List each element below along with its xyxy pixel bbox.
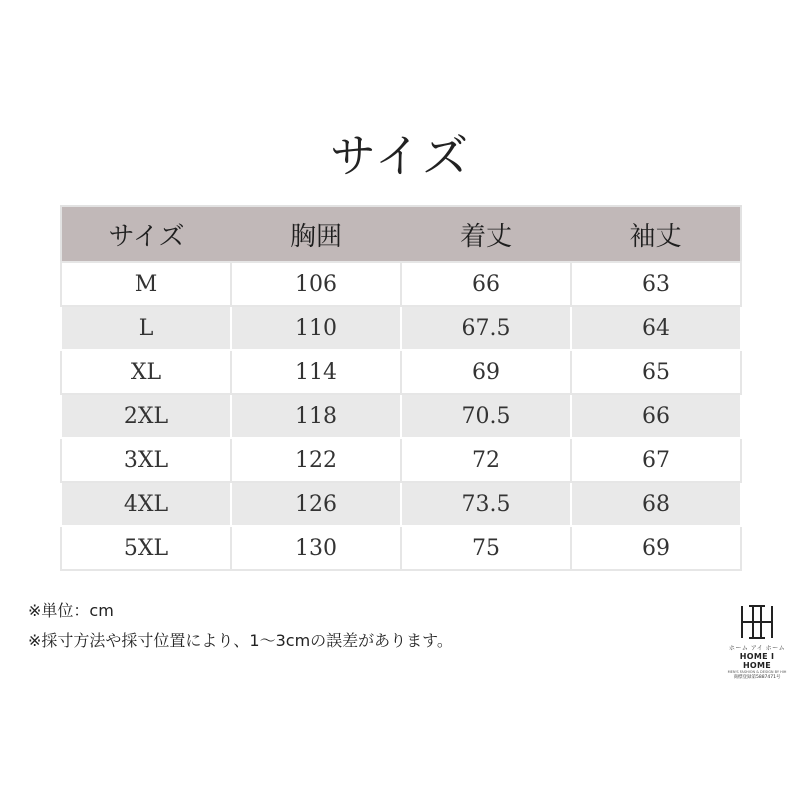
cell-size: 2XL bbox=[61, 394, 231, 438]
cell-sleeve: 63 bbox=[571, 262, 741, 306]
table-row bbox=[61, 262, 741, 306]
cell-size: M bbox=[61, 262, 231, 306]
cell-chest: 110 bbox=[231, 306, 401, 350]
hih-monogram-icon bbox=[737, 602, 777, 642]
unit-note: ※単位：cm bbox=[28, 601, 114, 620]
header-length: 着丈 bbox=[401, 206, 571, 262]
cell-sleeve: 65 bbox=[571, 350, 741, 394]
cell-length: 69 bbox=[401, 350, 571, 394]
logo-registration: 商標登録第5887471号 bbox=[733, 675, 781, 680]
cell-length: 70.5 bbox=[401, 394, 571, 438]
logo-kana: ホーム アイ ホーム bbox=[728, 645, 786, 652]
page-title: サイズ bbox=[329, 129, 471, 183]
cell-size: L bbox=[61, 306, 231, 350]
cell-chest: 122 bbox=[231, 438, 401, 482]
cell-chest: 130 bbox=[231, 526, 401, 570]
header-sleeve: 袖丈 bbox=[571, 206, 741, 262]
error-note: ※採寸方法や採寸位置により、1～3cmの誤差があります。 bbox=[28, 631, 453, 650]
cell-size: 5XL bbox=[61, 526, 231, 570]
table-header-row bbox=[61, 206, 741, 262]
cell-size: XL bbox=[61, 350, 231, 394]
cell-chest: 118 bbox=[231, 394, 401, 438]
header-chest: 胸囲 bbox=[231, 206, 401, 262]
cell-chest: 126 bbox=[231, 482, 401, 526]
header-size: サイズ bbox=[61, 206, 231, 262]
brand-logo bbox=[726, 602, 788, 680]
cell-sleeve: 64 bbox=[571, 306, 741, 350]
cell-length: 73.5 bbox=[401, 482, 571, 526]
cell-length: 72 bbox=[401, 438, 571, 482]
cell-length: 66 bbox=[401, 262, 571, 306]
table-row bbox=[61, 394, 741, 438]
cell-sleeve: 68 bbox=[571, 482, 741, 526]
cell-sleeve: 67 bbox=[571, 438, 741, 482]
cell-chest: 114 bbox=[231, 350, 401, 394]
cell-sleeve: 66 bbox=[571, 394, 741, 438]
table-row bbox=[61, 438, 741, 482]
logo-name: HOME I HOME bbox=[739, 652, 775, 670]
table-row bbox=[61, 482, 741, 526]
cell-sleeve: 69 bbox=[571, 526, 741, 570]
logo-tagline: MEN'S FASHION & DESIGN BY HIH bbox=[727, 670, 787, 674]
cell-size: 4XL bbox=[61, 482, 231, 526]
size-table bbox=[60, 205, 742, 571]
cell-chest: 106 bbox=[231, 262, 401, 306]
cell-length: 75 bbox=[401, 526, 571, 570]
table-row bbox=[61, 526, 741, 570]
table-row bbox=[61, 306, 741, 350]
cell-length: 67.5 bbox=[401, 306, 571, 350]
cell-size: 3XL bbox=[61, 438, 231, 482]
table-row bbox=[61, 350, 741, 394]
